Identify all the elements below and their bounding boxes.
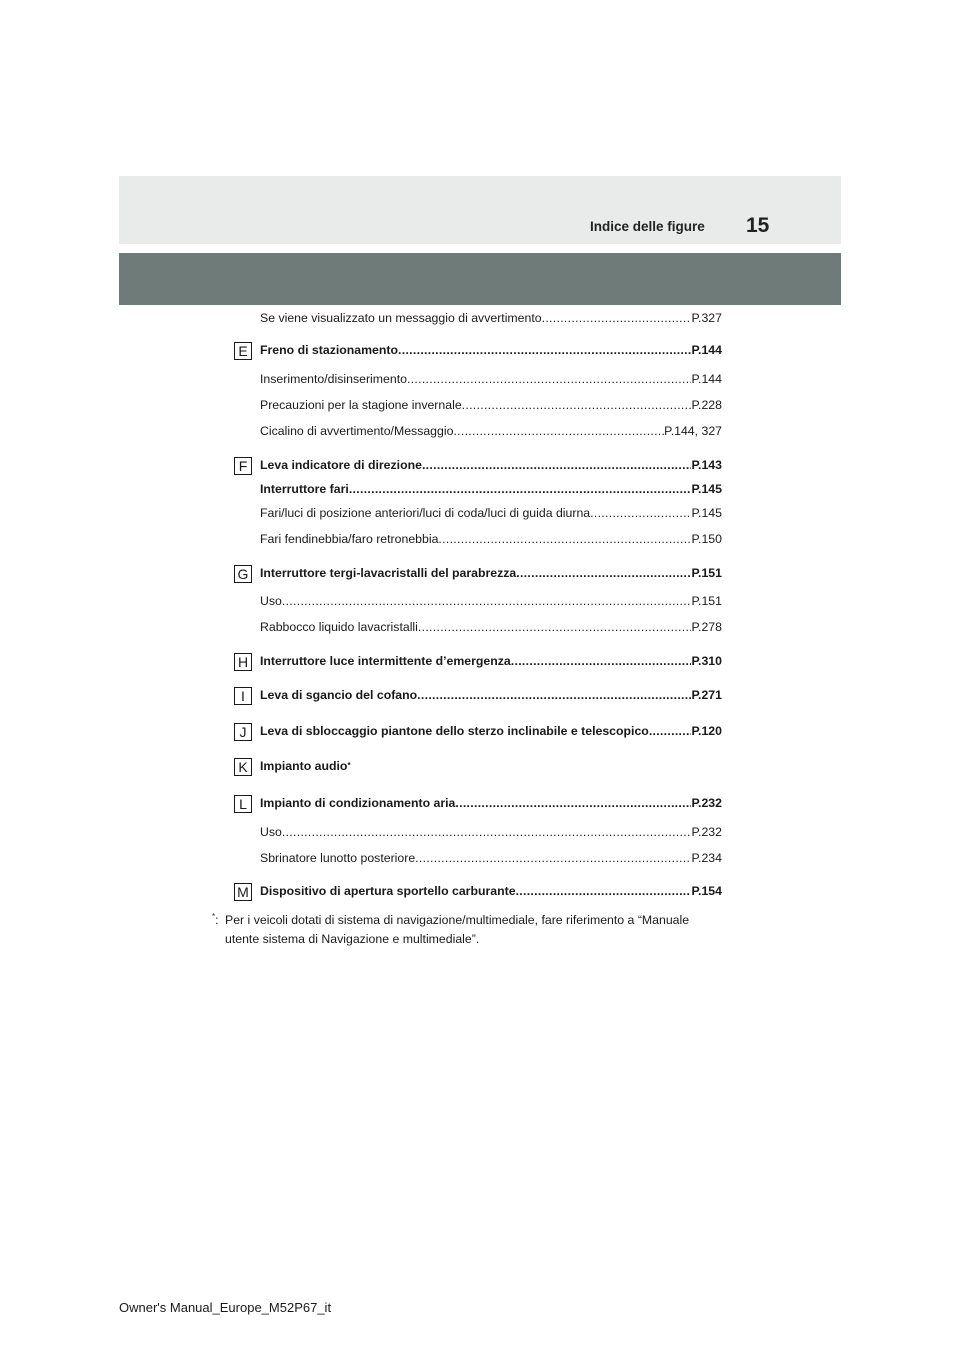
section-letter-i: I: [234, 687, 252, 705]
toc-entry-label: Interruttore fari: [260, 482, 349, 496]
dot-leader: [455, 796, 691, 810]
toc-entry[interactable]: [260, 825, 722, 843]
section-letter-l: L: [234, 795, 252, 813]
toc-entry[interactable]: [260, 688, 722, 706]
dot-leader: [398, 343, 691, 357]
footnote-mark: *:: [212, 912, 219, 928]
section-letter-h: H: [234, 653, 252, 671]
toc-entry[interactable]: [260, 724, 722, 742]
section-letter-m: M: [234, 883, 252, 901]
toc-entry-label: Freno di stazionamento: [260, 343, 399, 357]
footnote-line-1: Per i veicoli dotati di sistema di navigazione/multimediale, fare riferimento a “Manuale: [225, 913, 690, 928]
toc-entry-page-ref[interactable]: P.145: [691, 506, 722, 520]
dot-leader: [438, 532, 691, 546]
dot-leader: [415, 851, 691, 865]
toc-entry-label: Impianto audio: [260, 759, 348, 773]
toc-entry-page-ref[interactable]: P.234: [691, 851, 722, 865]
toc-entry-label: Leva di sgancio del cofano: [260, 688, 418, 702]
dot-leader: [516, 884, 692, 898]
toc-entry[interactable]: [260, 884, 722, 902]
toc-entry-label: Fari fendinebbia/faro retronebbia: [260, 532, 439, 546]
toc-entry-page-ref[interactable]: P.232: [691, 796, 722, 810]
toc-entry[interactable]: [260, 311, 722, 329]
dot-leader: [649, 724, 692, 738]
footnote: [212, 907, 732, 949]
toc-entry-page-ref[interactable]: P.154: [691, 884, 722, 898]
toc-entry[interactable]: [260, 566, 722, 584]
toc-entry[interactable]: [260, 458, 722, 476]
toc-entry-label: Leva di sbloccaggio piantone dello sterzo inclinabile e telescopico: [260, 724, 649, 738]
toc-entry-label: Dispositivo di apertura sportello carburante: [260, 884, 516, 898]
toc-entry-label: Rabbocco liquido lavacristalli: [260, 620, 418, 634]
toc-entry-label: Fari/luci di posizione anteriori/luci di coda/luci di guida diurna: [260, 506, 591, 520]
page-number: 15: [746, 214, 770, 237]
toc-entry-page-ref[interactable]: P.120: [691, 724, 722, 738]
footnote-ref-mark: *: [347, 761, 351, 770]
toc-entry[interactable]: [260, 532, 722, 550]
toc-entry-page-ref[interactable]: P.143: [691, 458, 722, 472]
toc-entry-page-ref[interactable]: P.327: [691, 311, 722, 325]
toc-entry-label: Sbrinatore lunotto posteriore: [260, 851, 416, 865]
toc-entry-label: Interruttore tergi-lavacristalli del parabrezza: [260, 566, 517, 580]
toc-entry-page-ref[interactable]: P.310: [691, 654, 722, 668]
toc-entry-page-ref[interactable]: P.144: [691, 343, 722, 357]
toc-entry[interactable]: [260, 424, 722, 442]
toc-entry-label: Impianto di condizionamento aria: [260, 796, 456, 810]
toc-entry[interactable]: [260, 851, 722, 869]
dot-leader: [590, 506, 691, 520]
toc-entry[interactable]: [260, 506, 722, 524]
toc-entry-page-ref[interactable]: P.228: [691, 398, 722, 412]
toc-entry-page-ref[interactable]: P.145: [691, 482, 722, 496]
dot-leader: [282, 825, 692, 839]
toc-entry-page-ref[interactable]: P.151: [691, 566, 722, 580]
section-letter-e: E: [234, 342, 252, 360]
toc-entry-label: Uso: [260, 594, 282, 608]
toc-entry-label: Se viene visualizzato un messaggio di avvertimento: [260, 311, 542, 325]
toc-entry[interactable]: [260, 654, 722, 672]
toc-entry[interactable]: [260, 372, 722, 390]
dot-leader: [349, 482, 692, 496]
section-title: Indice delle figure: [590, 219, 705, 234]
section-letter-g: G: [234, 565, 252, 583]
chapter-band: [119, 253, 841, 305]
dot-leader: [418, 620, 692, 634]
toc-entry[interactable]: [260, 482, 722, 500]
toc-entry-page-ref[interactable]: P.151: [691, 594, 722, 608]
dot-leader: [516, 566, 691, 580]
section-letter-k: K: [234, 758, 252, 776]
toc-entry[interactable]: [260, 343, 722, 361]
toc-entry-label: Inserimento/disinserimento: [260, 372, 407, 386]
dot-leader: [511, 654, 692, 668]
toc-entry-page-ref[interactable]: P.150: [691, 532, 722, 546]
dot-leader: [422, 458, 691, 472]
toc-entry-page-ref[interactable]: P.144, 327: [664, 424, 722, 438]
toc-entry-page-ref[interactable]: P.232: [691, 825, 722, 839]
toc-entry[interactable]: [260, 759, 722, 777]
toc-entry-label: Leva indicatore di direzione: [260, 458, 422, 472]
dot-leader: [417, 688, 691, 702]
toc-entry-page-ref[interactable]: P.278: [691, 620, 722, 634]
footer-doc-id: Owner's Manual_Europe_M52P67_it: [119, 1300, 332, 1315]
dot-leader: [462, 398, 692, 412]
toc-entry[interactable]: [260, 398, 722, 416]
toc-entry-page-ref[interactable]: P.271: [691, 688, 722, 702]
toc-entry-label: Cicalino di avvertimento/Messaggio: [260, 424, 454, 438]
toc-entry-label: Uso: [260, 825, 282, 839]
section-letter-f: F: [234, 457, 252, 475]
footnote-line-2: utente sistema di Navigazione e multimediale”.: [225, 932, 480, 947]
header-band: [119, 176, 841, 244]
dot-leader: [282, 594, 692, 608]
toc-entry[interactable]: [260, 620, 722, 638]
toc-entry[interactable]: [260, 796, 722, 814]
toc-entry-page-ref[interactable]: P.144: [691, 372, 722, 386]
dot-leader: [542, 311, 692, 325]
dot-leader: [407, 372, 691, 386]
toc-entry-label: Precauzioni per la stagione invernale: [260, 398, 462, 412]
toc-entry[interactable]: [260, 594, 722, 612]
dot-leader: [453, 424, 664, 438]
section-letter-j: J: [234, 723, 252, 741]
toc-entry-label: Interruttore luce intermittente d’emergenza: [260, 654, 511, 668]
